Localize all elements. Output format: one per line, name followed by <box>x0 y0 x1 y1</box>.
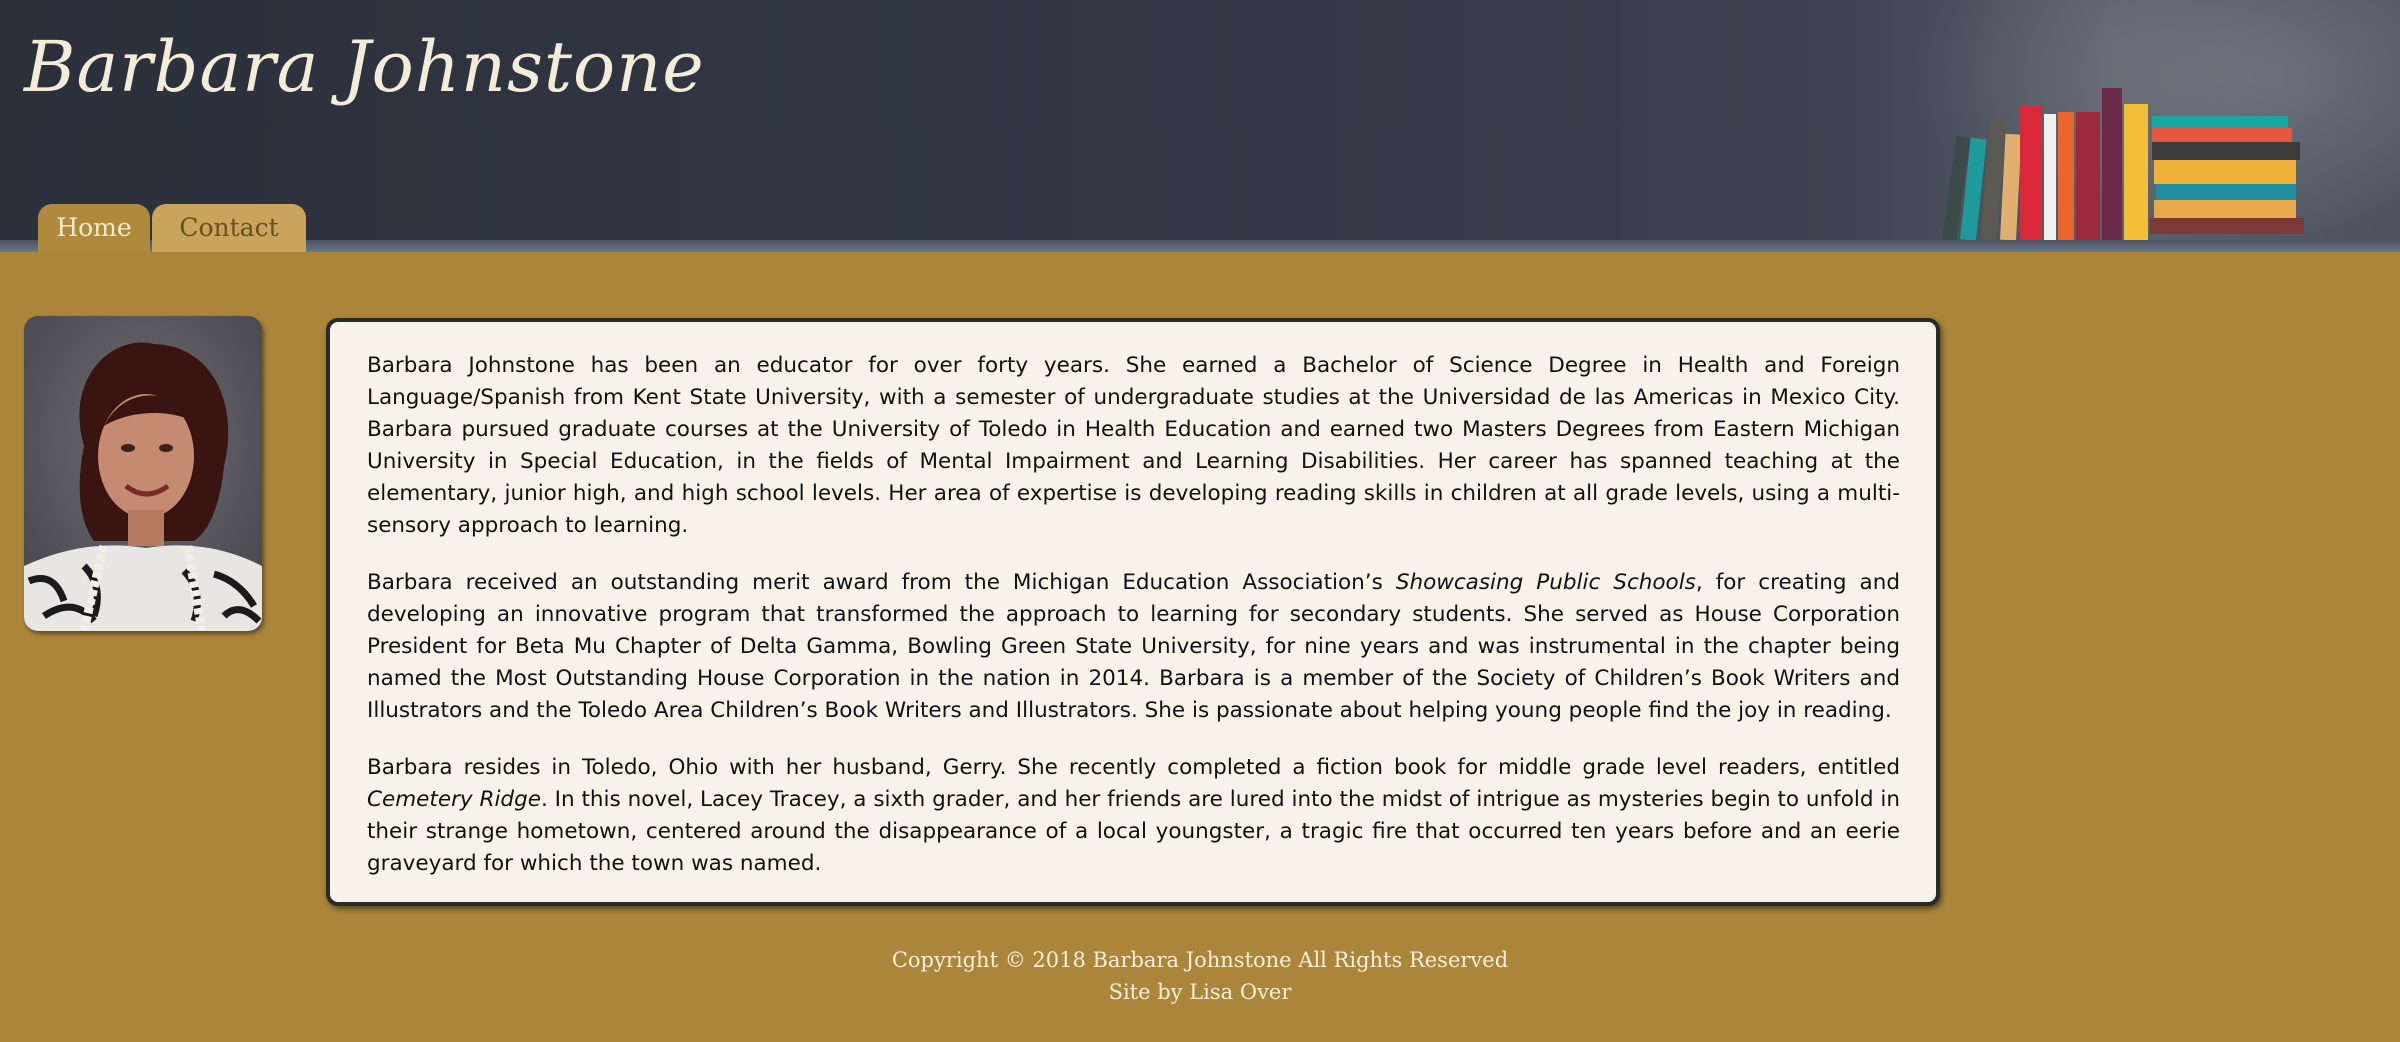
book-stack-left <box>1942 88 2148 241</box>
copyright-text: Copyright © 2018 Barbara Johnstone All Rights Reserved <box>891 948 1509 972</box>
award-title: Showcasing Public Schools <box>1395 570 1696 595</box>
bio-paragraph-2 <box>367 567 1900 727</box>
header-divider <box>0 240 2400 252</box>
tab-home[interactable]: Home <box>38 204 150 252</box>
bio-paragraph-3 <box>367 752 1900 880</box>
tab-contact[interactable]: Contact <box>152 204 306 252</box>
bio-card <box>326 318 1940 906</box>
bio-paragraph-1: Barbara Johnstone has been an educator for over forty years. She earned a Bachelor of Science Degree in Health and Foreign Language/Spanish from Kent State University, with a semester of undergraduate studies at the Universidad de las Americas in Mexico City. Barbara pursued graduate courses at the University of Toledo in Health Education and earned two Masters Degrees from Eastern Michigan University in Special Education, in the fields of Mental Impairment and Learning Disabilities. Her career has spanned teaching at the elementary, junior high, and high school levels. Her area of expertise is developing reading skills in children at all grade levels, using a multi-sensory approach to learning. <box>367 353 1900 538</box>
bio-paragraph-3-text-cont: . In this novel, Lacey Tracey, a sixth grader, and her friends are lured into the midst of intrigue as mysteries begin to unfold in their strange hometown, centered around the disappearance of a local youngster, a tragic fire that occurred ten years before and an eerie graveyard for which the town was named. <box>367 787 1900 876</box>
portrait-photo-icon <box>24 316 262 631</box>
site-footer <box>0 944 2400 1008</box>
books-icon <box>1920 76 2400 252</box>
site-title: Barbara Johnstone <box>24 26 705 108</box>
bio-paragraph-3-text: Barbara resides in Toledo, Ohio with her husband, Gerry. She recently completed a fiction book for middle grade level readers, entitled <box>367 755 1900 780</box>
site-credit <box>0 976 2400 1008</box>
bio-paragraph-2-text: Barbara received an outstanding merit award from the Michigan Education Association’s <box>367 570 1396 595</box>
author-portrait <box>24 316 262 631</box>
site-header <box>0 0 2400 252</box>
credit-link[interactable]: Lisa Over <box>1189 980 1292 1004</box>
book-title: Cemetery Ridge <box>367 787 541 812</box>
bio-paragraph-2-text-cont: , for creating and developing an innovative program that transformed the approach to learning for secondary students. She served as House Corporation President for Beta Mu Chapter of Delta Gamma, Bowling Green State University, for nine years and was instrumental in the chapter being named the Most Outstanding House Corporation in the nation in 2014. Barbara is a member of the Society of Children’s Book Writers and Illustrators and the Toledo Area Children’s Book Writers and Illustrators. She is passionate about helping young people find the joy in reading. <box>367 570 1900 723</box>
book-stack-right <box>2150 116 2304 234</box>
site-credit-label: Site by <box>1108 980 1190 1004</box>
